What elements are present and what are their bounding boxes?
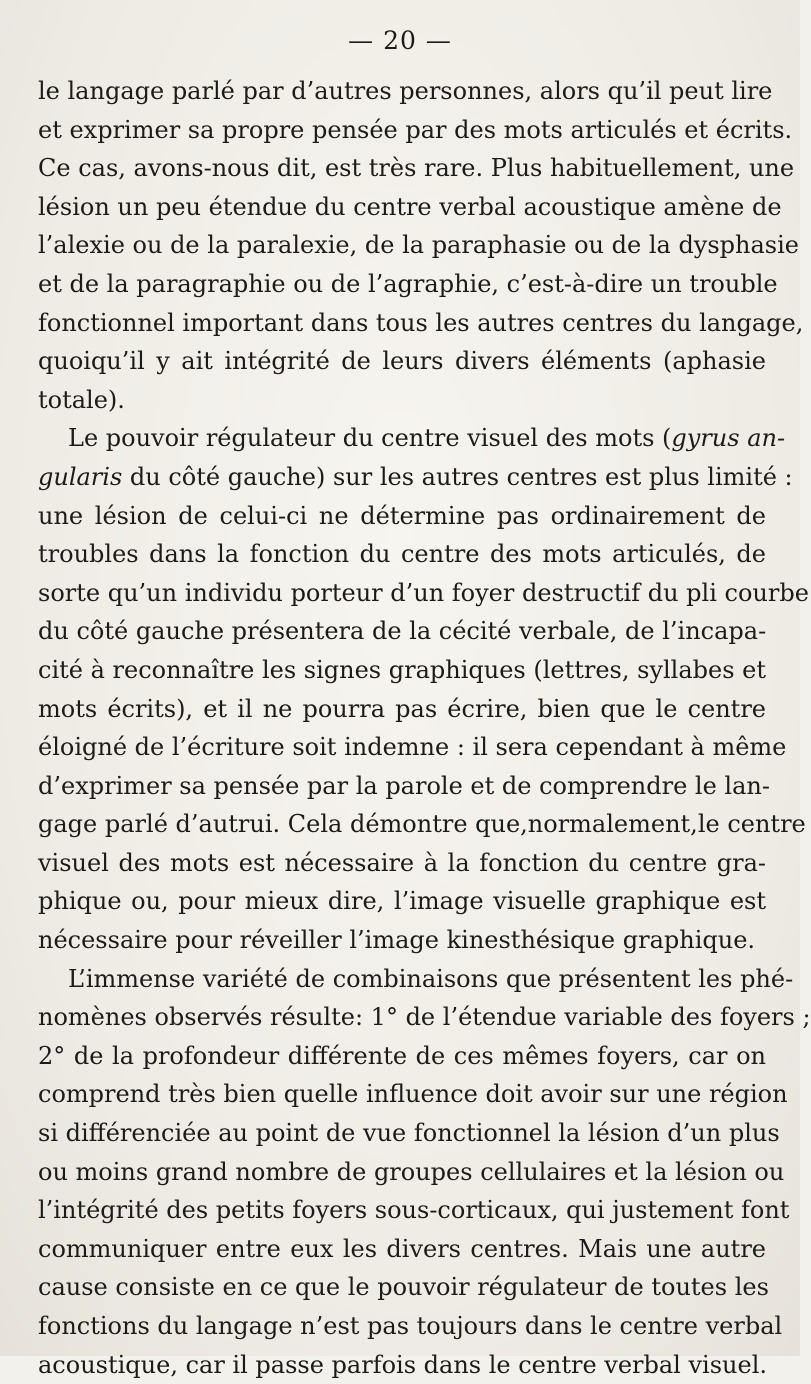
text-line: et de la paragraphie ou de l’agraphie, c’est-à-dire un trouble bbox=[38, 269, 778, 298]
text-line: cause consiste en ce que le pouvoir régulateur de toutes les bbox=[38, 1273, 769, 1302]
text-line bbox=[38, 458, 793, 497]
text-line bbox=[38, 419, 786, 458]
text-line: comprend très bien quelle influence doit avoir sur une région bbox=[38, 1080, 788, 1109]
text-line: cité à reconnaître les signes graphiques (lettres, syllabes et bbox=[38, 655, 767, 684]
text-line: l’alexie ou de la paralexie, de la paraphasie ou de la dysphasie bbox=[38, 231, 800, 260]
italic-term: gyrus an- bbox=[671, 424, 786, 453]
text-line: phique ou, pour mieux dire, l’image visuelle graphique est bbox=[38, 887, 766, 916]
text-line: communiquer entre eux les divers centres. Mais une autre bbox=[38, 1234, 766, 1263]
text-line: visuel des mots est nécessaire à la fonction du centre gra- bbox=[38, 848, 766, 877]
text-line: mots écrits), et il ne pourra pas écrire, bien que le centre bbox=[38, 694, 766, 723]
text-line: troubles dans la fonction du centre des mots articulés, de bbox=[38, 540, 766, 569]
text-line: si différenciée au point de vue fonctionnel la lésion d’un plus bbox=[38, 1119, 780, 1148]
text-line: lésion un peu étendue du centre verbal acoustique amène de bbox=[38, 192, 782, 221]
text-line: nécessaire pour réveiller l’image kinesthésique graphique. bbox=[38, 926, 756, 955]
italic-term: gularis bbox=[38, 462, 123, 491]
text-line: L’immense variété de combinaisons que présentent les phé- bbox=[68, 964, 794, 993]
text-line: une lésion de celui-ci ne détermine pas ordinairement de bbox=[38, 501, 766, 530]
text-line: 2° de la profondeur différente de ces mêmes foyers, car on bbox=[38, 1041, 766, 1070]
text-line: sorte qu’un individu porteur d’un foyer destructif du pli courbe bbox=[38, 578, 809, 607]
text-line: totale). bbox=[38, 385, 125, 414]
page-number: — 20 — bbox=[348, 26, 452, 55]
text-line: d’exprimer sa pensée par la parole et de comprendre le lan- bbox=[38, 771, 770, 800]
text-line: ou moins grand nombre de groupes cellulaires et la lésion ou bbox=[38, 1157, 785, 1186]
text-line: éloigné de l’écriture soit indemne : il sera cependant à même bbox=[38, 733, 787, 762]
body-text bbox=[38, 72, 811, 1384]
text-line: l’intégrité des petits foyers sous-corticaux, qui justement font bbox=[38, 1196, 790, 1225]
text-line: et exprimer sa propre pensée par des mots articulés et écrits. bbox=[38, 115, 793, 144]
text-line: nomènes observés résulte: 1° de l’étendue variable des foyers ; bbox=[38, 1003, 811, 1032]
text-line: du côté gauche présentera de la cécité verbale, de l’incapa- bbox=[38, 617, 767, 646]
text-line: quoiqu’il y ait intégrité de leurs divers éléments (aphasie bbox=[38, 347, 766, 376]
text-line: acoustique, car il passe parfois dans le centre verbal visuel. bbox=[38, 1350, 767, 1379]
text-segment: Le pouvoir régulateur du centre visuel des mots ( bbox=[68, 424, 672, 453]
text-line: fonctionnel important dans tous les autres centres du langage, bbox=[38, 308, 804, 337]
text-line: Ce cas, avons-nous dit, est très rare. Plus habituellement, une bbox=[38, 154, 795, 183]
text-segment: du côté gauche) sur les autres centres est plus limité : bbox=[122, 462, 793, 491]
text-line: gage parlé d’autrui. Cela démontre que,normalement,le centre bbox=[38, 810, 806, 839]
text-line: le langage parlé par d’autres personnes, alors qu’il peut lire bbox=[38, 77, 773, 105]
text-line: fonctions du langage n’est pas toujours dans le centre verbal bbox=[38, 1312, 783, 1340]
